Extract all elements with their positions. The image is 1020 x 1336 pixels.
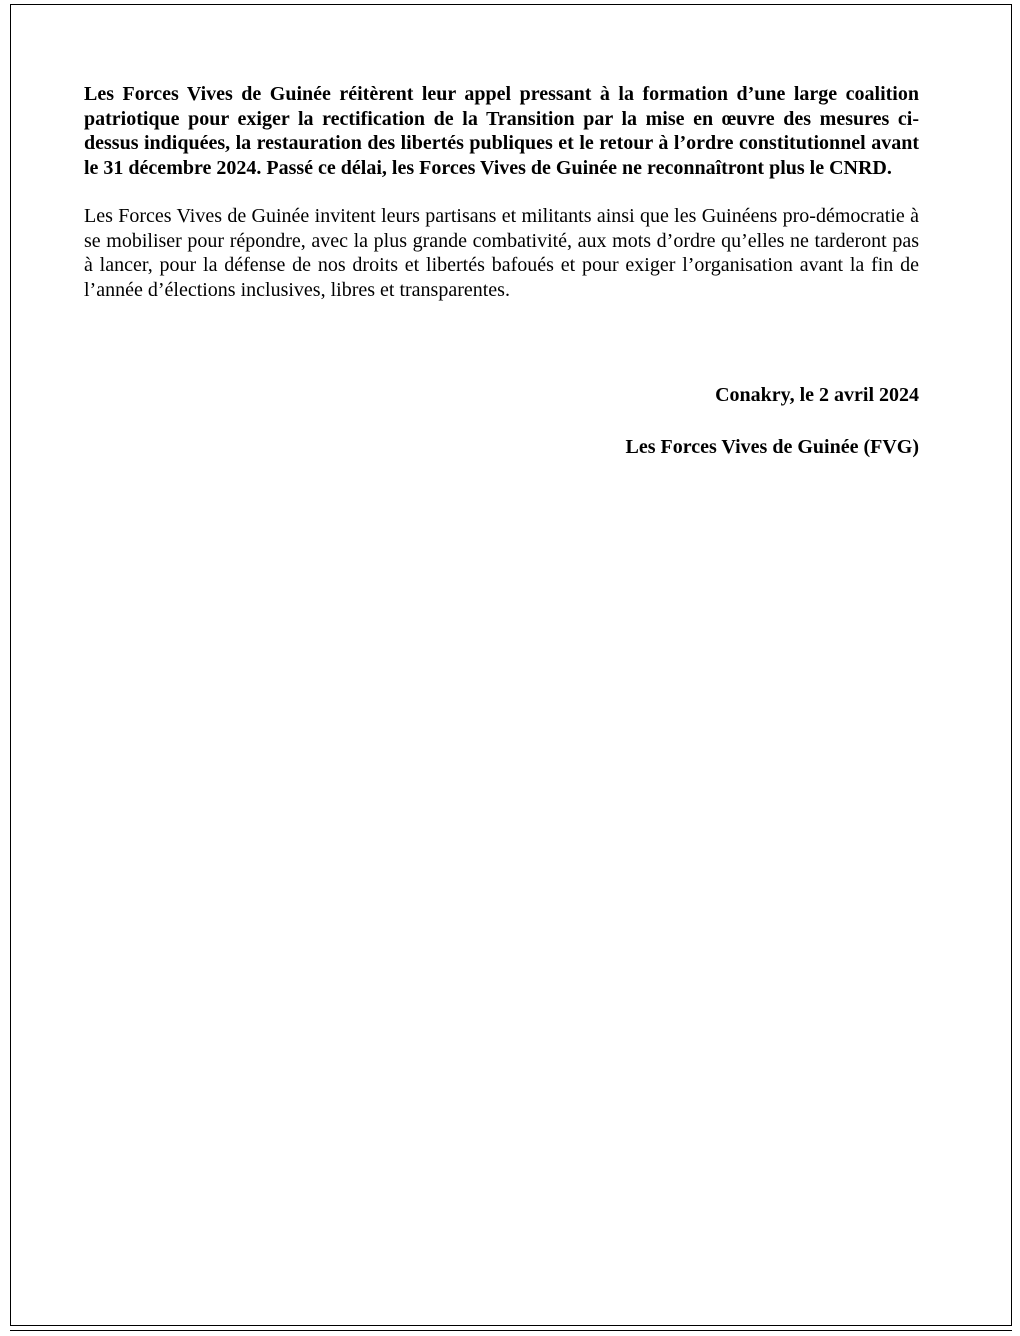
mobilization-paragraph: Les Forces Vives de Guinée invitent leurs partisans et militants ainsi que les Guinéens pro-démocratie à se mobiliser pour répondre, avec la plus grande combativité, aux mots d’ordre qu’elles ne tarderont pas à lancer, pour la défense de nos droits et libertés bafoués et pour exiger l’organisation avant la fin de l’année d’élections inclusives, libres et transparentes. bbox=[84, 205, 919, 301]
place-date: Conakry, le 2 avril 2024 bbox=[715, 384, 919, 406]
coalition-appeal-paragraph: Les Forces Vives de Guinée réitèrent leur appel pressant à la formation d’une large coalition patriotique pour exiger la rectification de la Transition par la mise en œuvre des mesures ci-dessus indiquées, la restauration des libertés publiques et le retour à l’ordre constitutionnel avant le 31 décembre 2024. Passé ce délai, les Forces Vives de Guinée ne reconnaîtront plus le CNRD. bbox=[84, 83, 919, 179]
document-body bbox=[84, 82, 919, 459]
page-bottom-rule bbox=[10, 1330, 1012, 1331]
signature: Les Forces Vives de Guinée (FVG) bbox=[625, 435, 919, 458]
